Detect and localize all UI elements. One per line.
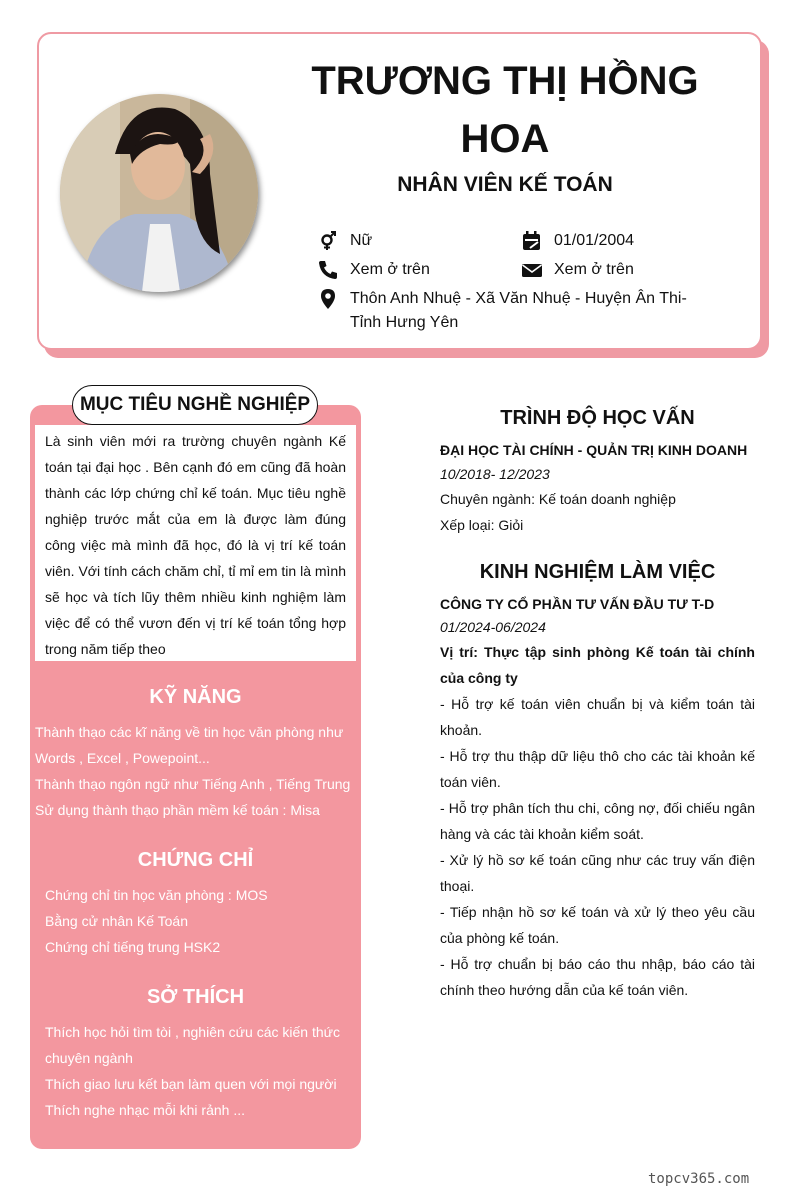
candidate-name: TRƯƠNG THỊ HỒNG HOA [311, 59, 699, 161]
objective-text: Là sinh viên mới ra trường chuyên ngành Kế toán tại đại học . Bên cạnh đó em cũng đã hoàn thành các lớp chứng chỉ kế toán. Mục tiêu nghề nghiệp trước mắt của em là được làm đúng công việc mà mình đã học, đó là vị trí kế toán viên. Với tính cách chăm chỉ, tỉ mỉ em tin là mình sẽ học và tích lũy thêm nhiều kinh nghiệm làm việc để có thể vươn đến vị trí kế toán tổng hợp trong năm tiếp theo [45, 433, 346, 657]
experience-duty: - Xử lý hồ sơ kế toán cũng như các truy vấn điện thoại. [440, 852, 755, 894]
hobbies-heading: SỞ THÍCH [146, 986, 245, 1008]
email-icon [522, 260, 542, 280]
experience-company: CÔNG TY CỔ PHẦN TƯ VẤN ĐẦU TƯ T-D [440, 596, 715, 612]
experience-duty: - Hỗ trợ phân tích thu chi, công nợ, đối chiếu ngân hàng và các tài khoản kiểm soát. [440, 800, 755, 842]
hobby-line: Thích học hỏi tìm tòi , nghiên cứu các kiến thức [45, 1024, 340, 1040]
email-value: Xem ở trên [554, 261, 634, 278]
skills-heading: KỸ NĂNG [149, 686, 242, 708]
location-icon [318, 289, 338, 309]
education-major: Chuyên ngành: Kế toán doanh nghiệp [440, 491, 676, 507]
calendar-icon [522, 231, 542, 251]
gender-info [318, 229, 508, 253]
experience-body [440, 639, 755, 1003]
certificate-line: Chứng chỉ tin học văn phòng : MOS [45, 887, 268, 903]
certificates-heading: CHỨNG CHỈ [137, 849, 254, 871]
email-info [522, 258, 712, 282]
skill-line: Words , Excel , Powepoint... [35, 750, 210, 766]
education-rank: Xếp loại: Giỏi [440, 517, 524, 533]
watermark: topcv365.com [648, 1171, 750, 1187]
birthdate-info [522, 229, 712, 253]
certificate-line: Chứng chỉ tiếng trung HSK2 [45, 939, 221, 955]
hobby-line: chuyên ngành [45, 1050, 133, 1066]
phone-icon [318, 260, 338, 280]
gender-icon [318, 231, 338, 251]
objective-heading: MỤC TIÊU NGHỀ NGHIỆP [72, 385, 318, 425]
education-period: 10/2018- 12/2023 [440, 466, 550, 482]
experience-duty: - Hỗ trợ chuẩn bị báo cáo thu nhập, báo cáo tài chính theo hướng dẫn của kế toán viên. [440, 956, 755, 998]
avatar [60, 94, 258, 292]
experience-duty: - Hỗ trợ kế toán viên chuẩn bị và kiểm toán tài khoản. [440, 696, 755, 738]
education-school: ĐẠI HỌC TÀI CHÍNH - QUẢN TRỊ KINH DOANH [440, 442, 748, 458]
address-info [318, 287, 718, 337]
experience-period: 01/2024-06/2024 [440, 619, 546, 635]
skill-line: Thành thạo các kĩ năng về tin học văn phòng như [35, 724, 344, 740]
hobby-line: Thích nghe nhạc mỗi khi rảnh ... [45, 1102, 245, 1118]
experience-duty: - Tiếp nhận hồ sơ kế toán và xử lý theo yêu cầu của phòng kế toán. [440, 904, 755, 946]
birthdate-value: 01/01/2004 [554, 232, 635, 249]
experience-duty: - Hỗ trợ thu thập dữ liệu thô cho các tài khoản kế toán viên. [440, 748, 755, 790]
phone-info [318, 258, 508, 282]
phone-value: Xem ở trên [350, 261, 430, 278]
education-heading: TRÌNH ĐỘ HỌC VẤN [500, 407, 695, 429]
job-title: NHÂN VIÊN KẾ TOÁN [397, 173, 613, 196]
gender-value: Nữ [350, 232, 373, 249]
hobby-line: Thích giao lưu kết bạn làm quen với mọi người [45, 1076, 337, 1092]
experience-heading: KINH NGHIỆM LÀM VIỆC [479, 561, 716, 583]
skill-line: Thành thạo ngôn ngữ như Tiếng Anh , Tiếng Trung [35, 776, 351, 792]
skill-line: Sử dụng thành thạo phần mềm kế toán : Misa [35, 802, 320, 818]
experience-position: Vị trí: Thực tập sinh phòng Kế toán tài chính của công ty [440, 644, 755, 686]
certificate-line: Bằng cử nhân Kế Toán [45, 913, 189, 929]
address-value: Thôn Anh Nhuệ - Xã Văn Nhuệ - Huyện Ân Thi- Tỉnh Hưng Yên [350, 290, 687, 331]
